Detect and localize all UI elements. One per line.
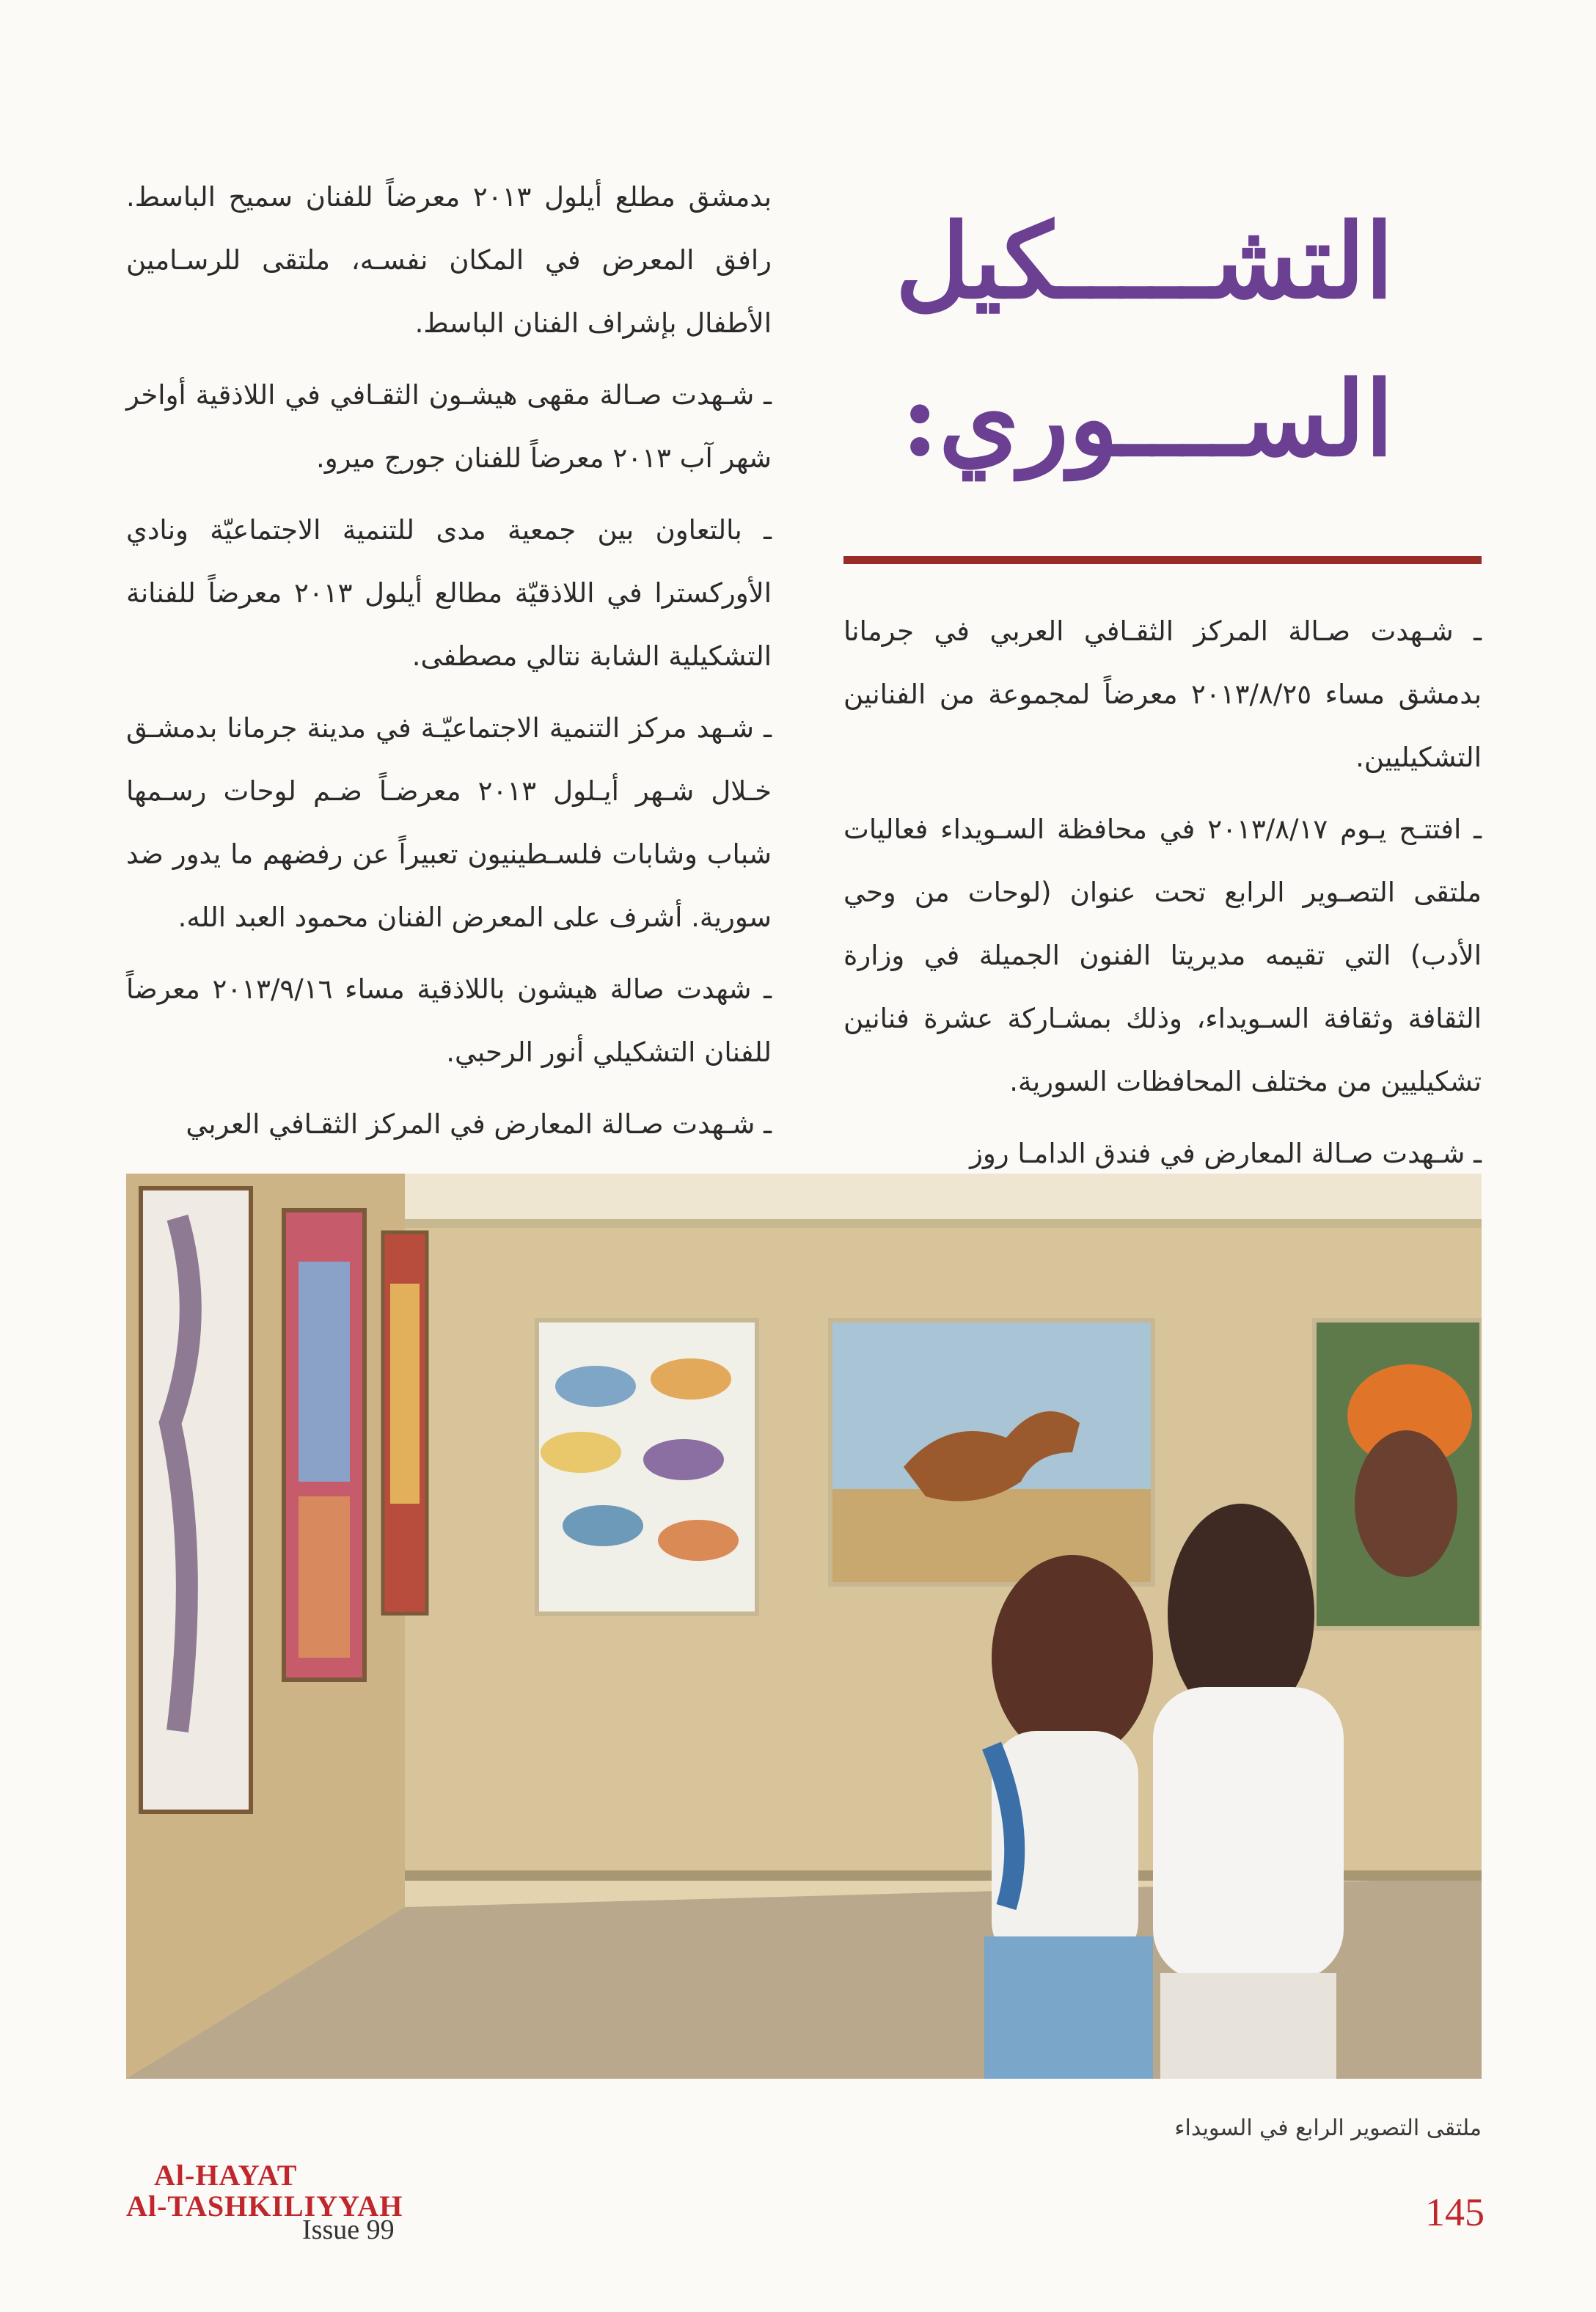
magazine-logo-line-2: Al-TASHKILIYYAH	[126, 2190, 403, 2223]
paragraph: ـ شهدت صالة هيشون باللاذقية مساء ٢٠١٣/٩/١٦ معرضاً للفنان التشكيلي أنور الرحبي.	[126, 973, 772, 1068]
paragraph: ـ بالتعاون بين جمعية مدى للتنمية الاجتماعيّة ونادي الأوركسترا في اللاذقيّة مطالع أيلول ٢٠١٣ معرضاً للفنانة التشكيلية الشابة نتالي مصطفى.	[126, 514, 772, 672]
paragraph: ـ شـهدت صـالة المركز الثقـافي العربي في جرمانا بدمشق مساء ٢٠١٣/٨/٢٥ معرضاً لمجموعة من الفنانين التشكيليين.	[843, 615, 1482, 773]
paragraph: ـ شـهدت صـالة المعارض في فندق الدامـا روز	[970, 1138, 1482, 1169]
exhibition-photo	[126, 1174, 1482, 2079]
photo-caption: ملتقى التصوير الرابع في السويداء	[1174, 2115, 1482, 2141]
text-column-right	[843, 600, 1482, 1194]
article-title-line-1: التشـــــكيل	[895, 202, 1394, 322]
paragraph: ـ شـهد مركز التنمية الاجتماعيّـة في مدينة جرمانا بدمشـق خـلال شـهر أيـلول ٢٠١٣ معرضـاً ضـم لوحات رسـمها شباب وشابات فلسـطينيون تعبيراً عن رفضهم ما يدور ضد سورية. أشرف على المعرض الفنان محمود العبد الله.	[126, 712, 772, 933]
paragraph: بدمشق مطلع أيلول ٢٠١٣ معرضاً للفنان سميح الباسط. رافق المعرض في المكان نفسـه، ملتقى للرسـامين الأطفال بإشراف الفنان الباسط.	[126, 181, 772, 339]
paragraph: ـ شـهدت صـالة المعارض في المركز الثقـافي العربي	[186, 1108, 772, 1140]
page-number: 145	[1425, 2190, 1485, 2234]
article-title-line-2: الســــوري:	[901, 359, 1394, 480]
paragraph: ـ شـهدت صـالة مقهى هيشـون الثقـافي في اللاذقية أواخر شهر آب ٢٠١٣ معرضاً للفنان جورج ميرو.	[126, 379, 772, 474]
title-divider	[843, 556, 1482, 564]
paragraph: ـ افتتـح يـوم ٢٠١٣/٨/١٧ في محافظة السـويداء فعاليات ملتقى التصـوير الرابع تحت عنوان (لوحات من وحي الأدب) التي تقيمه مديريتا الفنون الجميلة في وزارة الثقافة وثقافة السـويداء، وذلك بمشـاركة عشرة فنانين تشكيليين من مختلف المحافظات السورية.	[843, 813, 1482, 1097]
issue-label: Issue 99	[302, 2214, 395, 2245]
article-title	[865, 183, 1394, 499]
magazine-logo-line-1: Al-HAYAT	[154, 2159, 298, 2192]
text-column-left	[126, 166, 772, 1165]
magazine-logo	[126, 2160, 403, 2222]
